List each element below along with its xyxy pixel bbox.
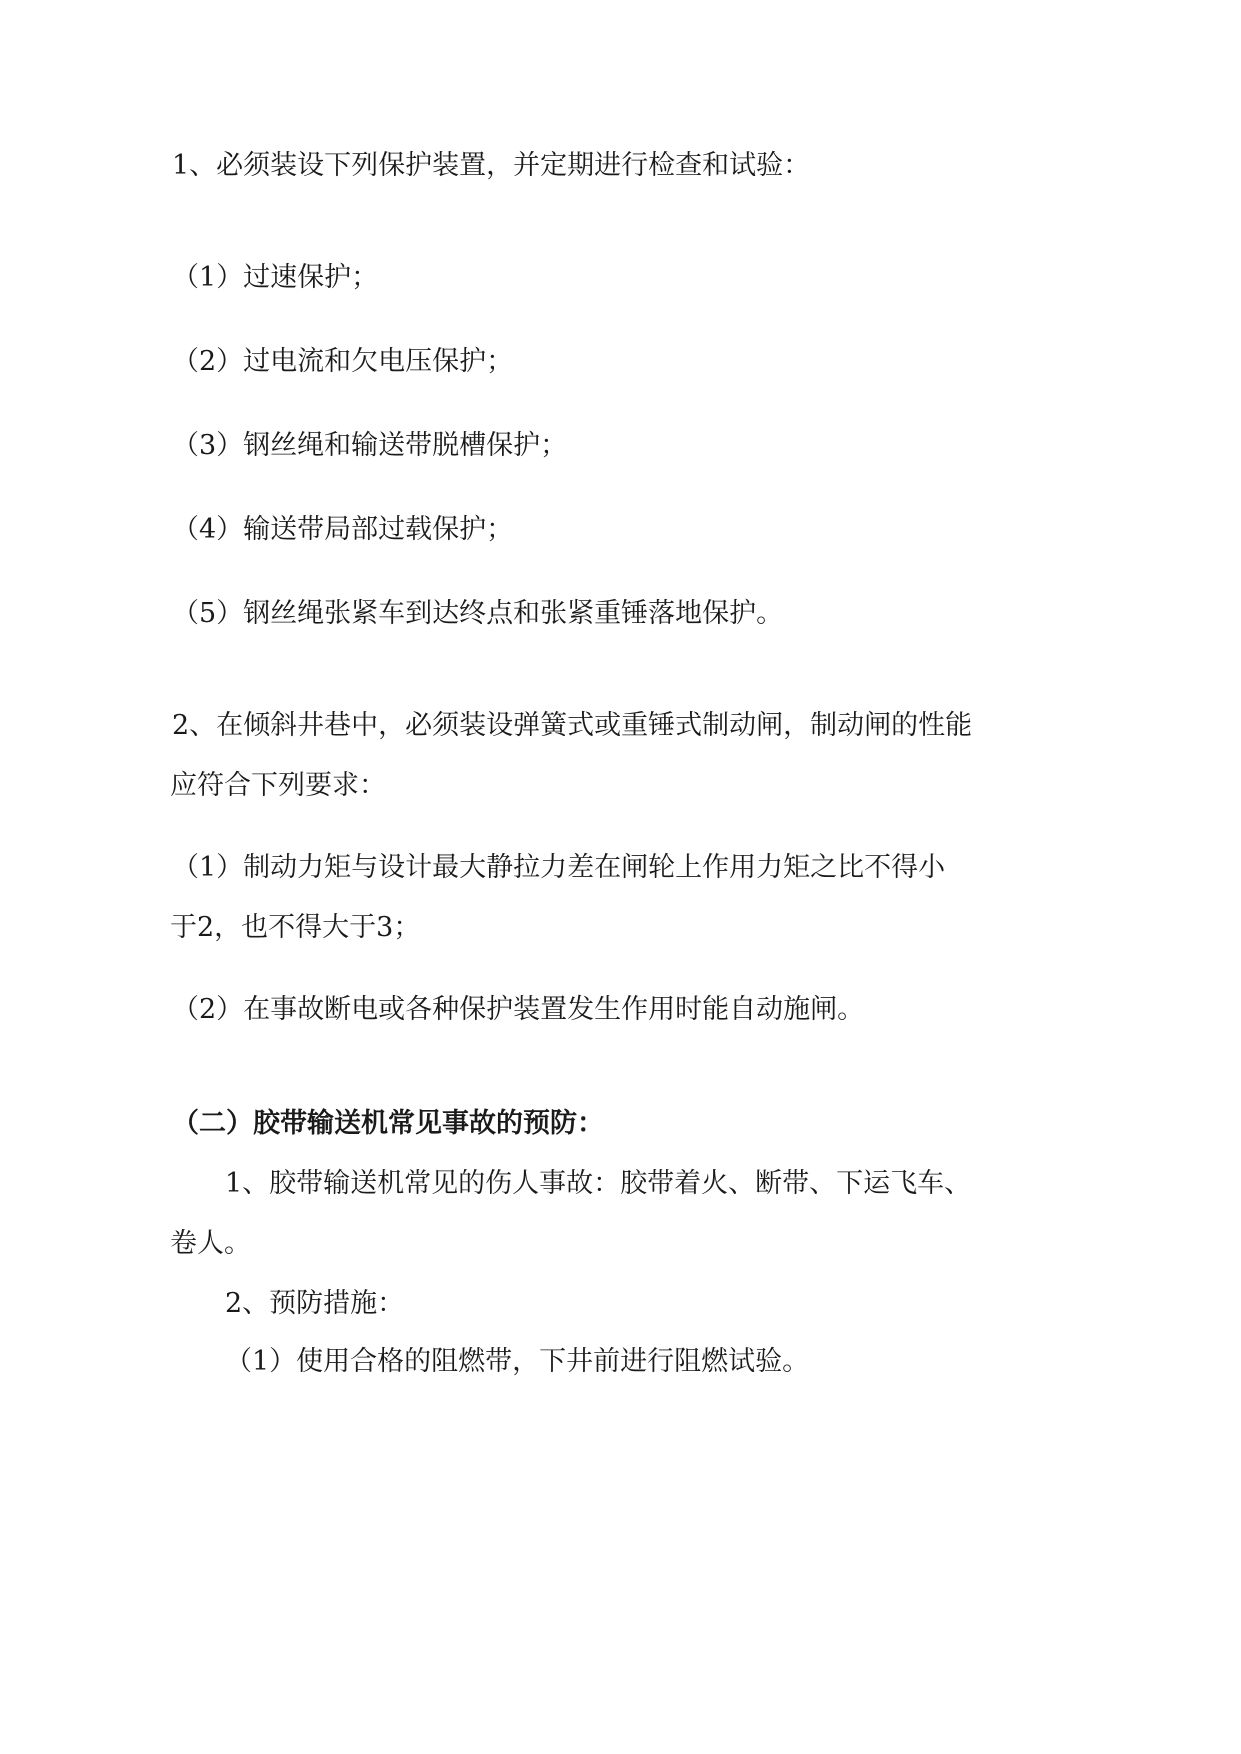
paragraph-line-1: 1、胶带输送机常见的伤人事故：胶带着火、断带、下运飞车、 — [225, 1168, 972, 1199]
section-2-heading-line-1: 2、在倾斜井巷中，必须装设弹簧式或重锤式制动闸，制动闸的性能 — [172, 710, 973, 741]
section-title: （二）胶带输送机常见事故的预防： — [172, 1108, 604, 1139]
list-item: （4）输送带局部过载保护； — [172, 514, 514, 545]
paragraph: （1）使用合格的阻燃带，下井前进行阻燃试验。 — [225, 1346, 810, 1377]
paragraph: 2、预防措施： — [225, 1288, 405, 1319]
list-item-line-1: （1）制动力矩与设计最大静拉力差在闸轮上作用力矩之比不得小 — [172, 852, 946, 883]
list-item: （2）过电流和欠电压保护； — [172, 346, 514, 377]
paragraph-line-2: 卷人。 — [170, 1228, 251, 1259]
list-item: （3）钢丝绳和输送带脱槽保护； — [172, 430, 568, 461]
list-item: （2）在事故断电或各种保护装置发生作用时能自动施闸。 — [172, 994, 865, 1025]
list-item-line-2: 于2，也不得大于3； — [170, 912, 421, 943]
list-item: （1）过速保护； — [172, 262, 379, 293]
section-2-heading-line-2: 应符合下列要求： — [170, 770, 386, 801]
list-item: （5）钢丝绳张紧车到达终点和张紧重锤落地保护。 — [172, 598, 784, 629]
section-1-heading: 1、必须装设下列保护装置，并定期进行检查和试验： — [172, 150, 811, 181]
